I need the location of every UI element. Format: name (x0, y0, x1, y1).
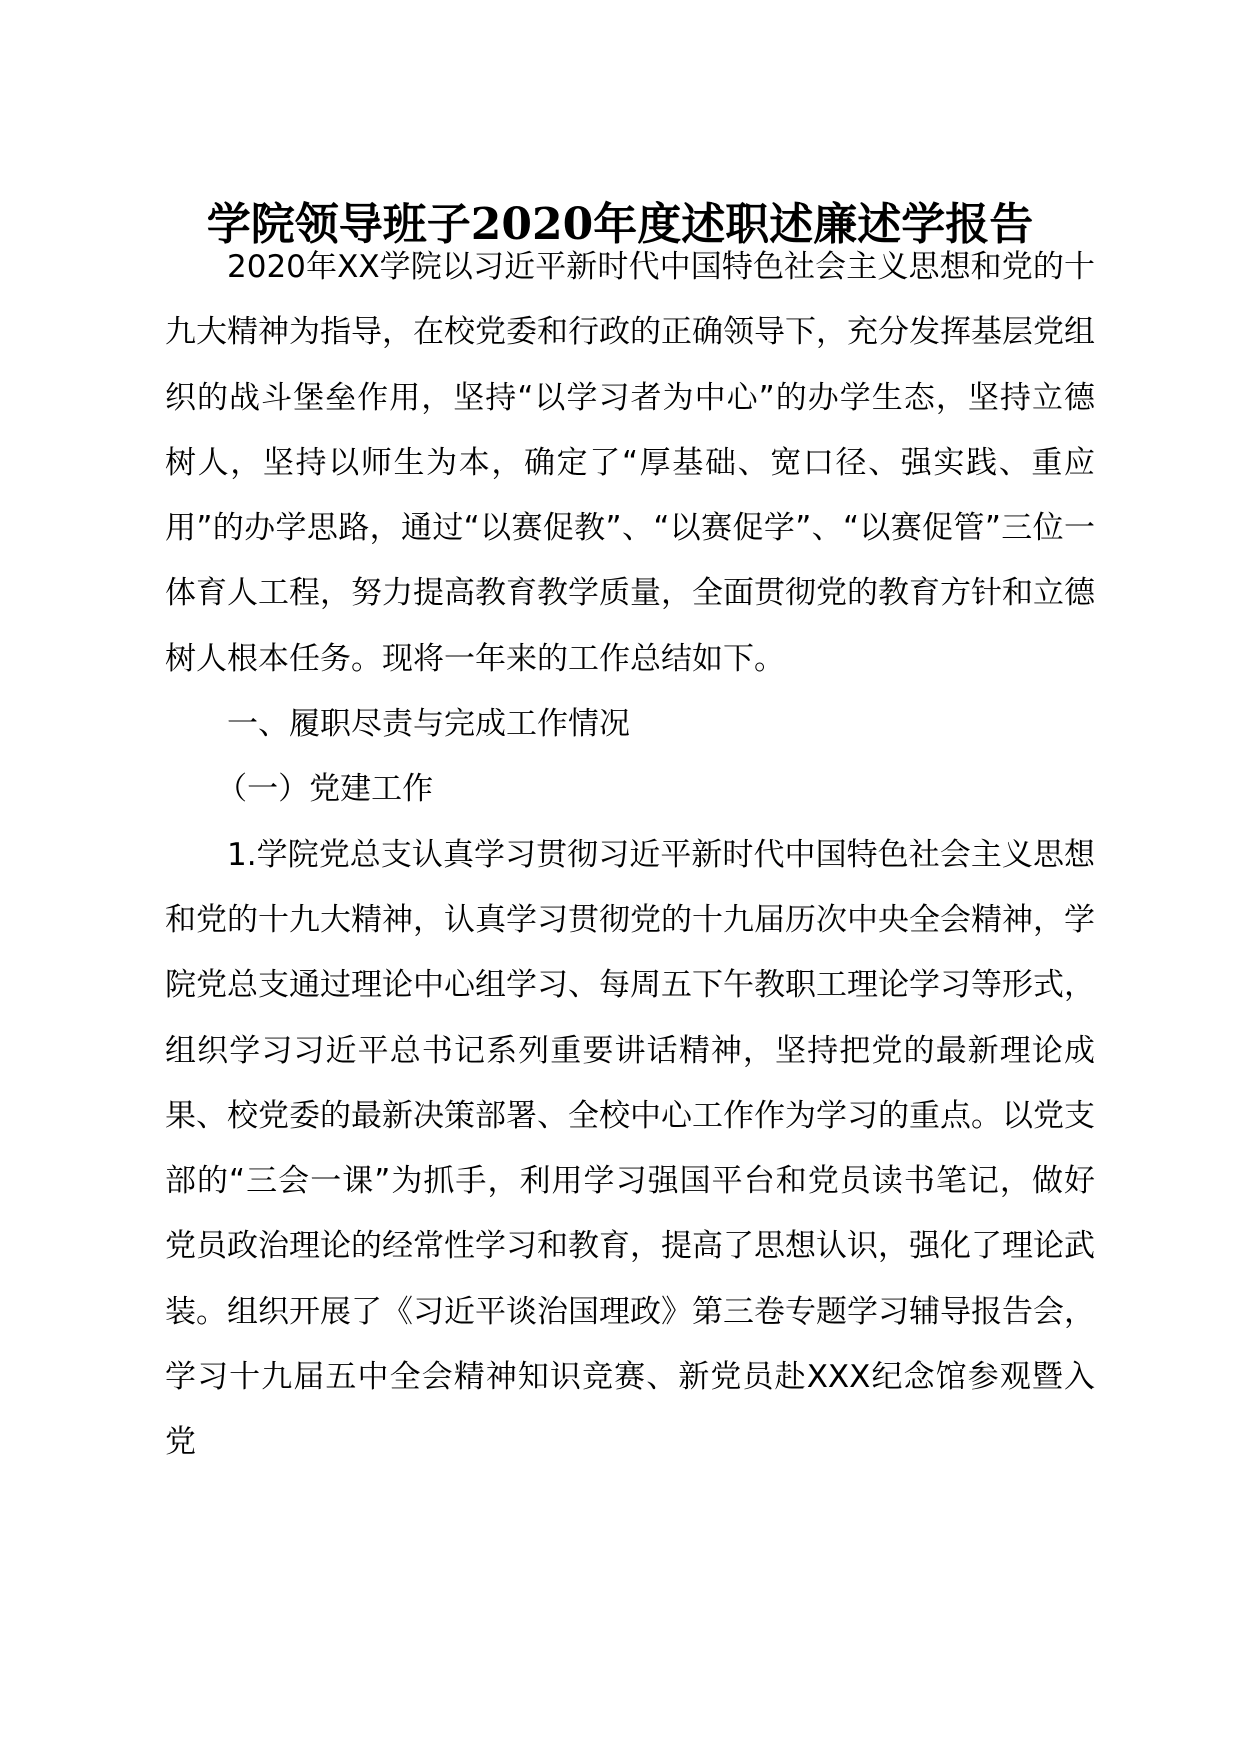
document-title: 学院领导班子2020年度述职述廉述学报告 (206, 199, 1034, 250)
intro-paragraph: 2020年XX学院以习近平新时代中国特色社会主义思想和党的十九大精神为指导，在校党委和行政的正确领导下，充分发挥基层党组织的战斗堡垒作用，坚持“以学习者为中心”的办学生态，坚持立德树人，坚持以师生为本，确定了“厚基础、宽口径、强实践、重应用”的办学思路，通过“以赛促教”、“以赛促学”、“以赛促管”三位一体育人工程，努力提高教育教学质量，全面贯彻党的教育方针和立德树人根本任务。现将一年来的工作总结如下。 (165, 249, 1095, 677)
document-body (165, 235, 1095, 1476)
section-heading-duties: 一、履职尽责与完成工作情况 (227, 706, 630, 743)
subsection-heading-party-building: （一）党建工作 (216, 771, 434, 808)
party-building-paragraph: 1.学院党总支认真学习贯彻习近平新时代中国特色社会主义思想和党的十九大精神，认真学习贯彻党的十九届历次中央全会精神，学院党总支通过理论中心组学习、每周五下午教职工理论学习等形式，组织学习习近平总书记系列重要讲话精神，坚持把党的最新理论成果、校党委的最新决策部署、全校中心工作作为学习的重点。以党支部的“三会一课”为抓手，利用学习强国平台和党员读书笔记，做好党员政治理论的经常性学习和教育，提高了思想认识，强化了理论武装。组织开展了《习近平谈治国理政》第三卷专题学习辅导报告会，学习十九届五中全会精神知识竞赛、新党员赴XXX纪念馆参观暨入党 (165, 836, 1095, 1461)
